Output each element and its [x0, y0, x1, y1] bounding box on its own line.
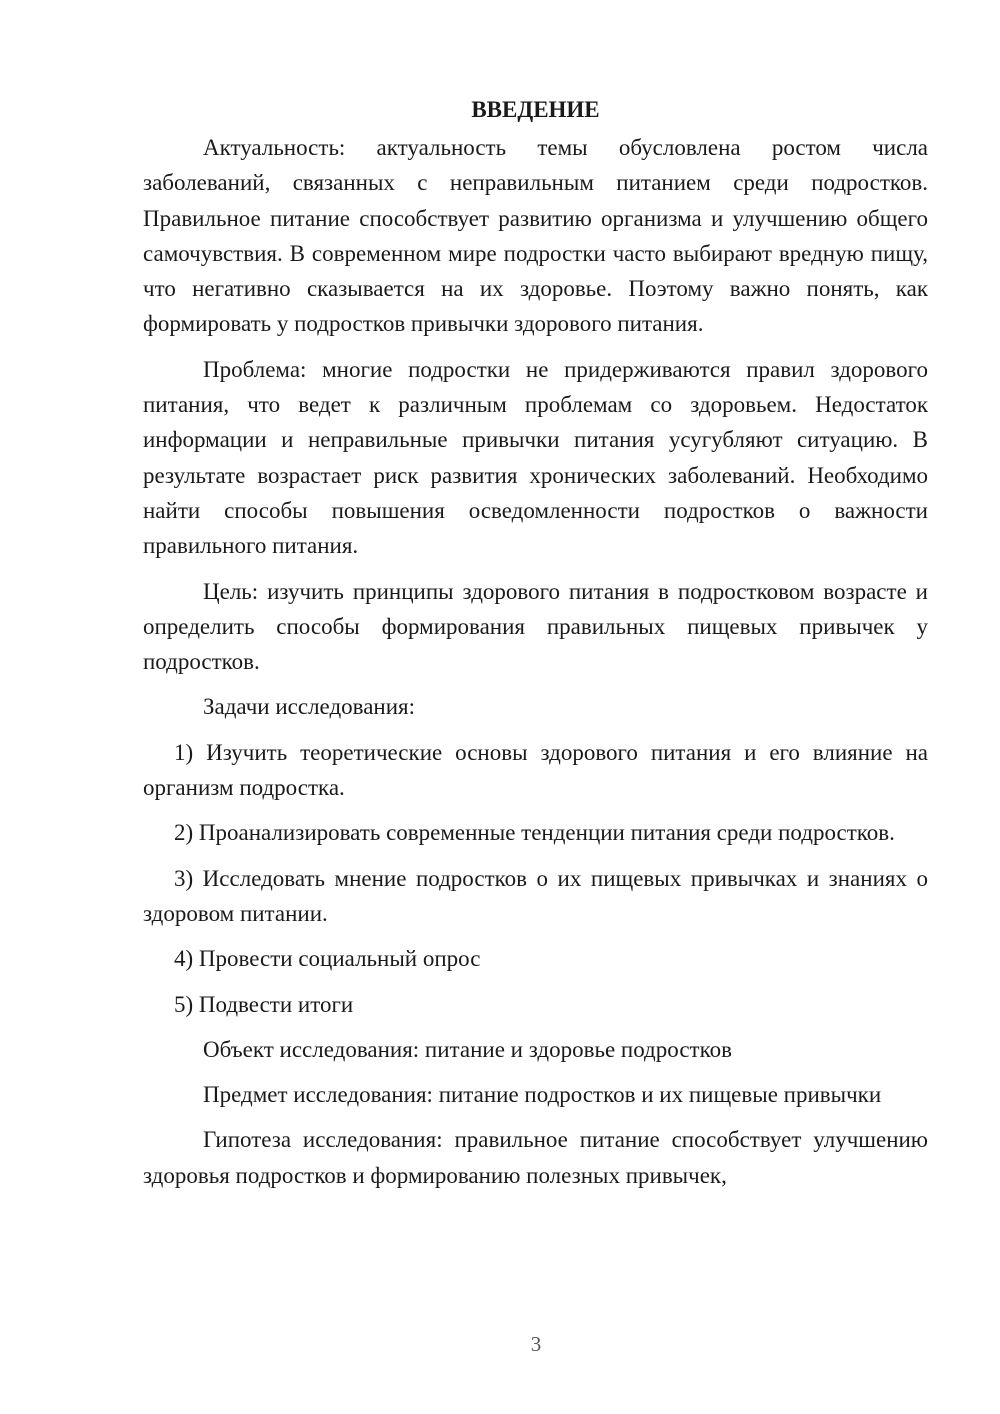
- section-title: ВВЕДЕНИЕ: [471, 97, 600, 122]
- paragraph-problem: Проблема: многие подростки не придерживаются правил здорового питания, что ведет к различным проблемам со здоровьем. Недостаток информации и неправильные привычки питания усугубляют ситуацию. В результате возрастает риск развития хронических заболеваний. Необходимо найти способы повышения осведомленности подростков о важности правильного питания.: [143, 356, 928, 559]
- paragraph-relevance: Актуальность: актуальность темы обусловлена ростом числа заболеваний, связанных с неправильным питанием среди подростков. Правильное питание способствует развитию организма и улучшению общего самочувствия. В современном мире подростки часто выбирают вредную пищу, что негативно сказывается на их здоровье. Поэтому важно понять, как формировать у подростков привычки здорового питания.: [143, 135, 928, 337]
- task-item-5: 5) Подвести итоги: [174, 991, 354, 1017]
- document-page: [143, 92, 928, 1203]
- paragraph-goal: Цель: изучить принципы здорового питания в подростковом возрасте и определить способы формирования правильных пищевых привычек у подростков.: [143, 578, 928, 675]
- task-item-1: 1) Изучить теоретические основы здорового питания и его влияние на организм подростка.: [143, 739, 928, 801]
- task-item-4: 4) Провести социальный опрос: [174, 946, 481, 972]
- page-number: 3: [530, 1332, 542, 1356]
- paragraph-subject: Предмет исследования: питание подростков и их пищевые привычки: [203, 1082, 882, 1108]
- paragraph-tasks-heading: Задачи исследования:: [203, 694, 416, 720]
- paragraph-object: Объект исследования: питание и здоровье подростков: [203, 1036, 732, 1062]
- paragraph-hypothesis: Гипотеза исследования: правильное питание способствует улучшению здоровья подростков и формированию полезных привычек,: [143, 1127, 928, 1188]
- task-item-3: 3) Исследовать мнение подростков о их пищевых привычках и знаниях о здоровом питании.: [143, 865, 928, 926]
- task-item-2: 2) Проанализировать современные тенденции питания среди подростков.: [174, 820, 895, 846]
